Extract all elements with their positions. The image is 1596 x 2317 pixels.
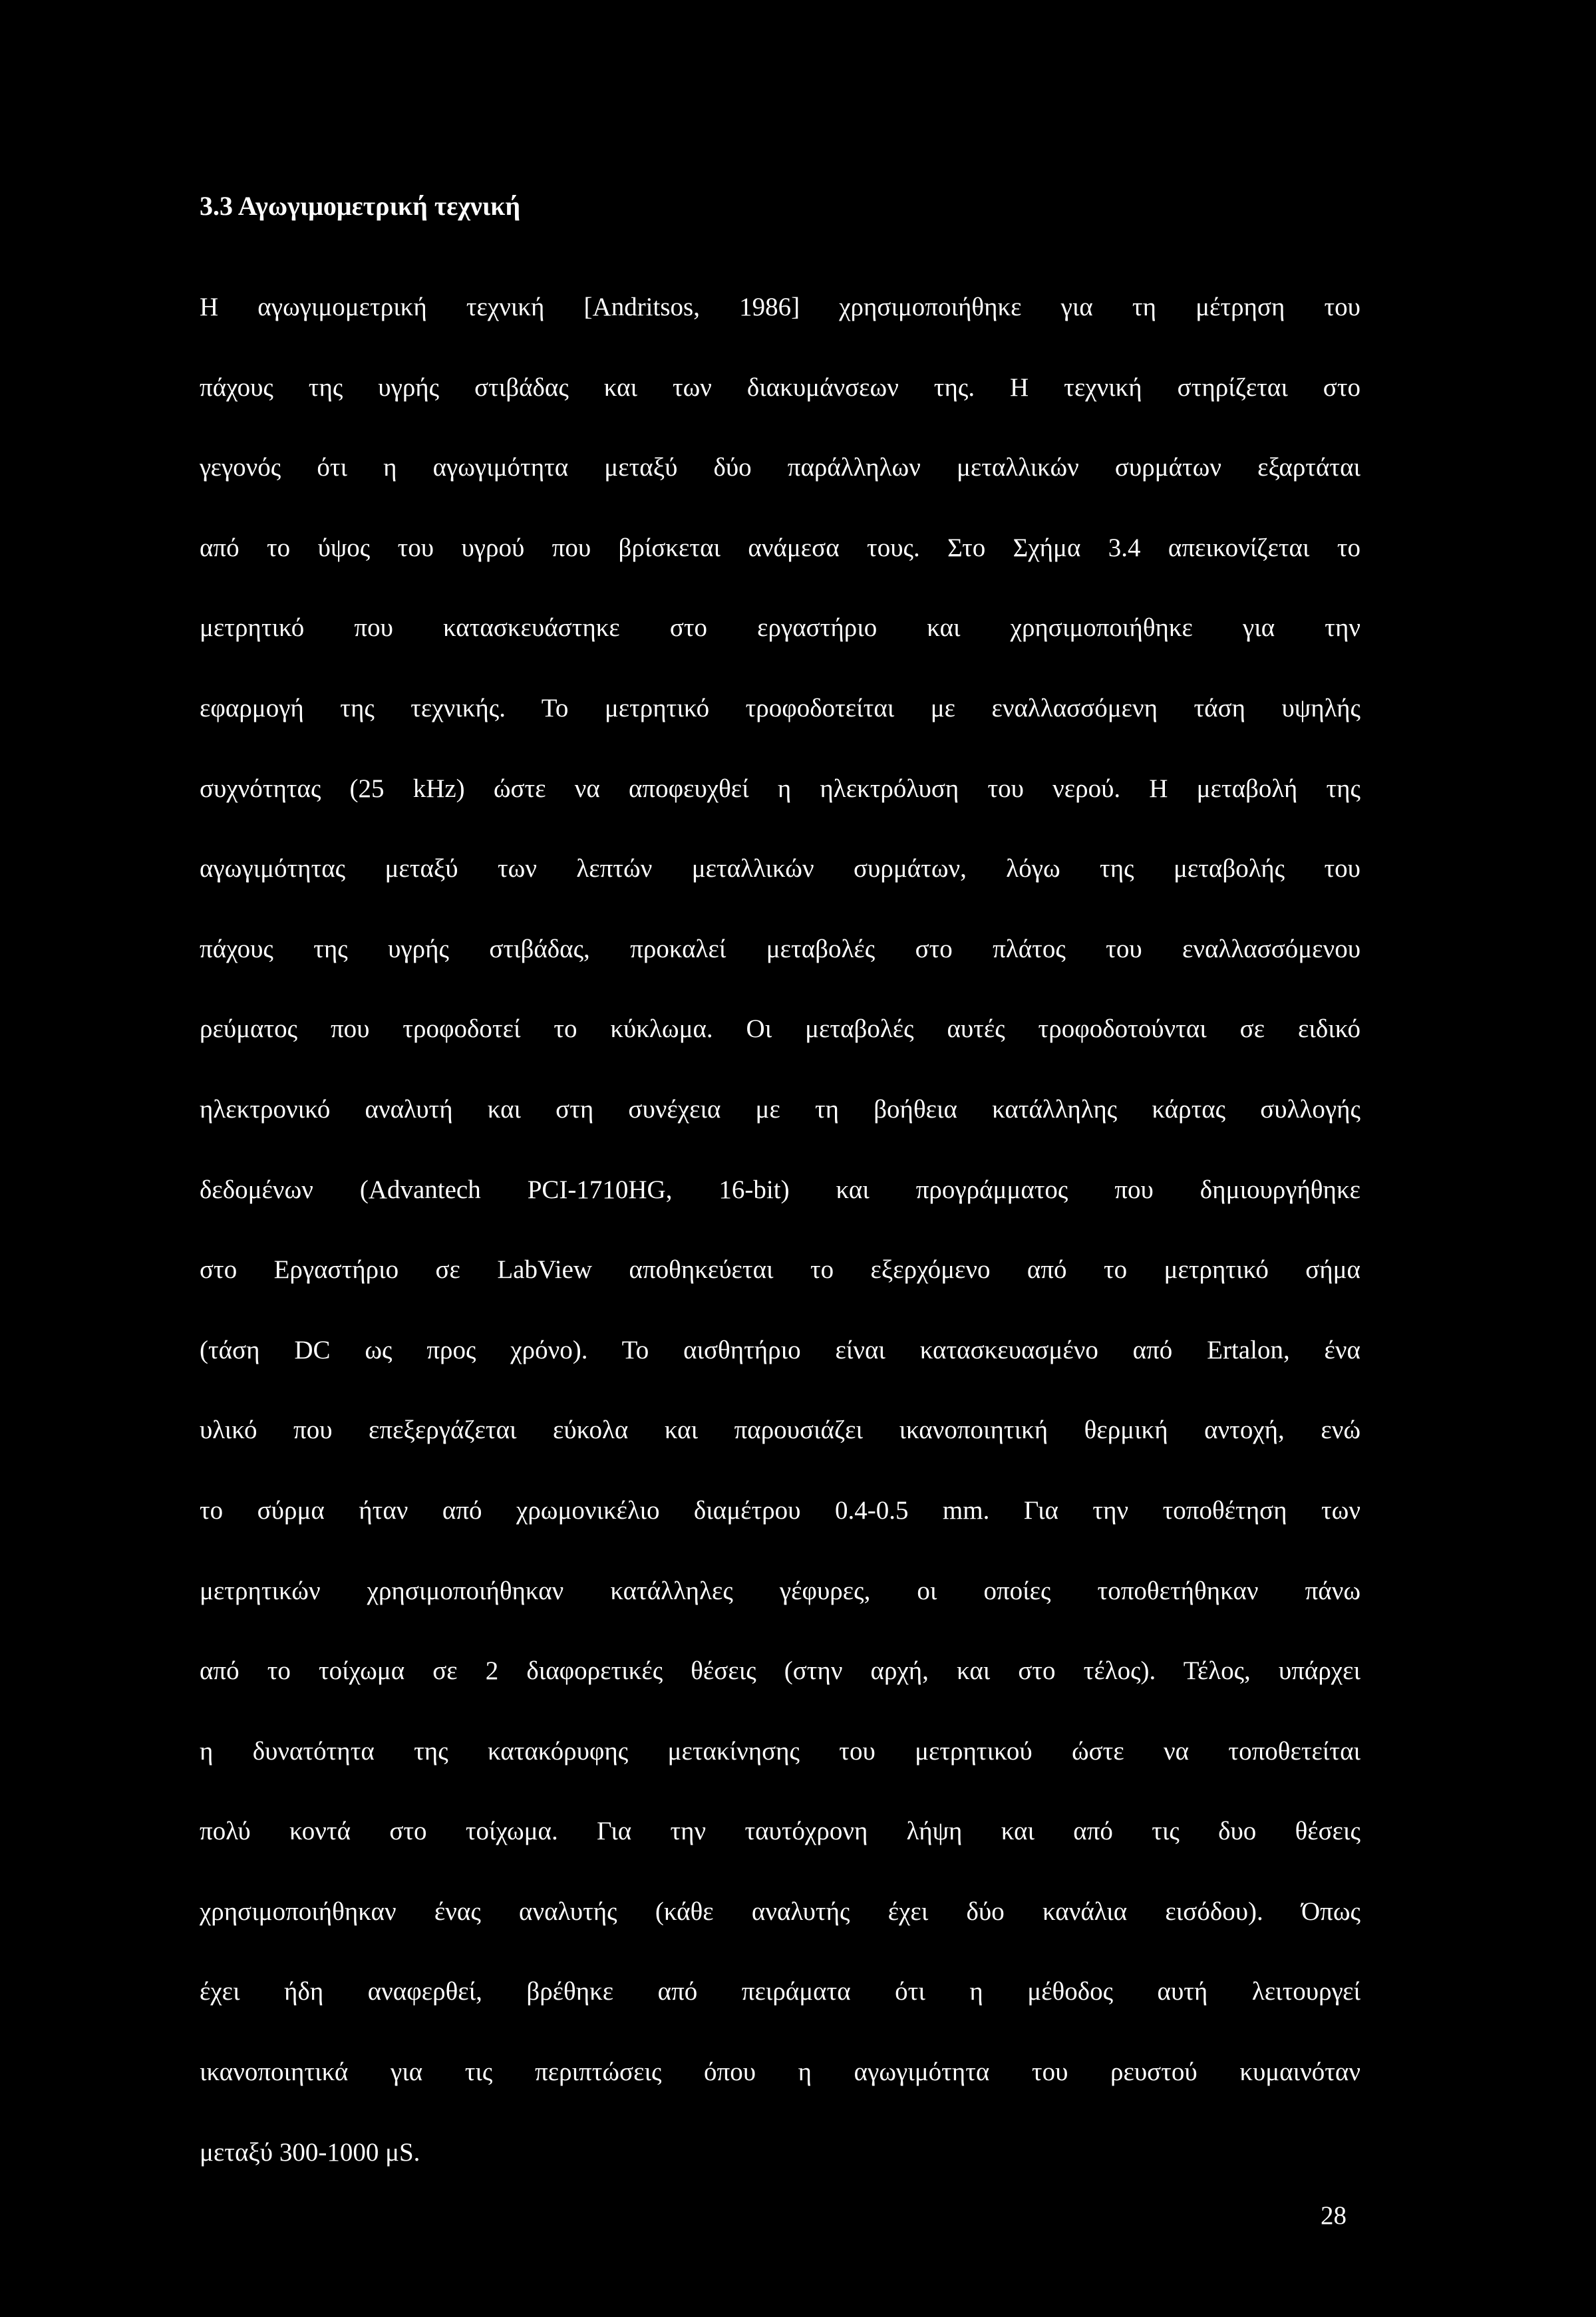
paragraph-line: από το τοίχωμα σε 2 διαφορετικές θέσεις (στην αρχή, και στο τέλος). Τέλος, υπάρχει xyxy=(200,1656,1360,1686)
paragraph-line: δεδομένων (Advantech PCI-1710HG, 16-bit) και προγράμματος που δημιουργήθηκε xyxy=(200,1175,1360,1204)
paragraph-line: ικανοποιητικά για τις περιπτώσεις όπου η αγωγιμότητα του ρευστού κυμαινόταν xyxy=(200,2058,1360,2087)
paragraph-line: υλικό που επεξεργάζεται εύκολα και παρουσιάζει ικανοποιητική θερμική αντοχή, ενώ xyxy=(200,1416,1360,1445)
paragraph-line: γεγονός ότι η αγωγιμότητα μεταξύ δύο παράλληλων μεταλλικών συρμάτων εξαρτάται xyxy=(200,453,1360,482)
page-number: 28 xyxy=(1321,2201,1347,2230)
body-paragraph xyxy=(200,267,1360,2193)
paragraph-line: το σύρμα ήταν από χρωμονικέλιο διαμέτρου 0.4-0.5 mm. Για την τοποθέτηση των xyxy=(200,1495,1360,1525)
paragraph-line: έχει ήδη αναφερθεί, βρέθηκε από πειράματα ότι η μέθοδος αυτή λειτουργεί xyxy=(200,1977,1360,2006)
paragraph-line: Η αγωγιμομετρική τεχνική [Andritsos, 1986] χρησιμοποιήθηκε για τη μέτρηση του xyxy=(200,293,1360,321)
paragraph-line: από το ύψος του υγρού που βρίσκεται ανάμεσα τους. Στο Σχήμα 3.4 απεικονίζεται το xyxy=(200,533,1360,562)
paragraph-line: συχνότητας (25 kHz) ώστε να αποφευχθεί η ηλεκτρόλυση του νερού. Η μεταβολή της xyxy=(200,774,1360,803)
paragraph-line: ρεύματος που τροφοδοτεί το κύκλωμα. Οι μεταβολές αυτές τροφοδοτούνται σε ειδικό xyxy=(200,1014,1360,1044)
paragraph-line: η δυνατότητα της κατακόρυφης μετακίνησης του μετρητικού ώστε να τοποθετείται xyxy=(200,1736,1360,1766)
paragraph-line: πάχους της υγρής στιβάδας, προκαλεί μεταβολές στο πλάτος του εναλλασσόμενου xyxy=(200,934,1360,963)
paragraph-line: ηλεκτρονικό αναλυτή και στη συνέχεια με τη βοήθεια κατάλληλης κάρτας συλλογής xyxy=(200,1094,1360,1124)
paragraph-line: εφαρμογή της τεχνικής. Το μετρητικό τροφοδοτείται με εναλλασσόμενη τάση υψηλής xyxy=(200,693,1360,722)
paragraph-line-last: μεταξύ 300-1000 μS. xyxy=(200,2137,420,2167)
paragraph-line: πάχους της υγρής στιβάδας και των διακυμάνσεων της. Η τεχνική στηρίζεται στο xyxy=(200,373,1360,402)
paragraph-line: χρησιμοποιήθηκαν ένας αναλυτής (κάθε αναλυτής έχει δύο κανάλια εισόδου). Όπως xyxy=(200,1897,1360,1926)
paragraph-line: μετρητικών χρησιμοποιήθηκαν κατάλληλες γέφυρες, οι οποίες τοποθετήθηκαν πάνω xyxy=(200,1576,1360,1605)
document-page xyxy=(200,186,1360,2193)
paragraph-line: πολύ κοντά στο τοίχωμα. Για την ταυτόχρονη λήψη και από τις δυο θέσεις xyxy=(200,1817,1360,1846)
paragraph-line: (τάση DC ως προς χρόνο). Το αισθητήριο είναι κατασκευασμένο από Ertalon, ένα xyxy=(200,1335,1360,1364)
section-heading: 3.3 Αγωγιμομετρική τεχνική xyxy=(200,191,521,221)
paragraph-line: μετρητικό που κατασκευάστηκε στο εργαστήριο και χρησιμοποιήθηκε για την xyxy=(200,613,1360,643)
paragraph-line: στο Εργαστήριο σε LabView αποθηκεύεται το εξερχόμενο από το μετρητικό σήμα xyxy=(200,1255,1360,1285)
paragraph-line: αγωγιμότητας μεταξύ των λεπτών μεταλλικών συρμάτων, λόγω της μεταβολής του xyxy=(200,854,1360,883)
